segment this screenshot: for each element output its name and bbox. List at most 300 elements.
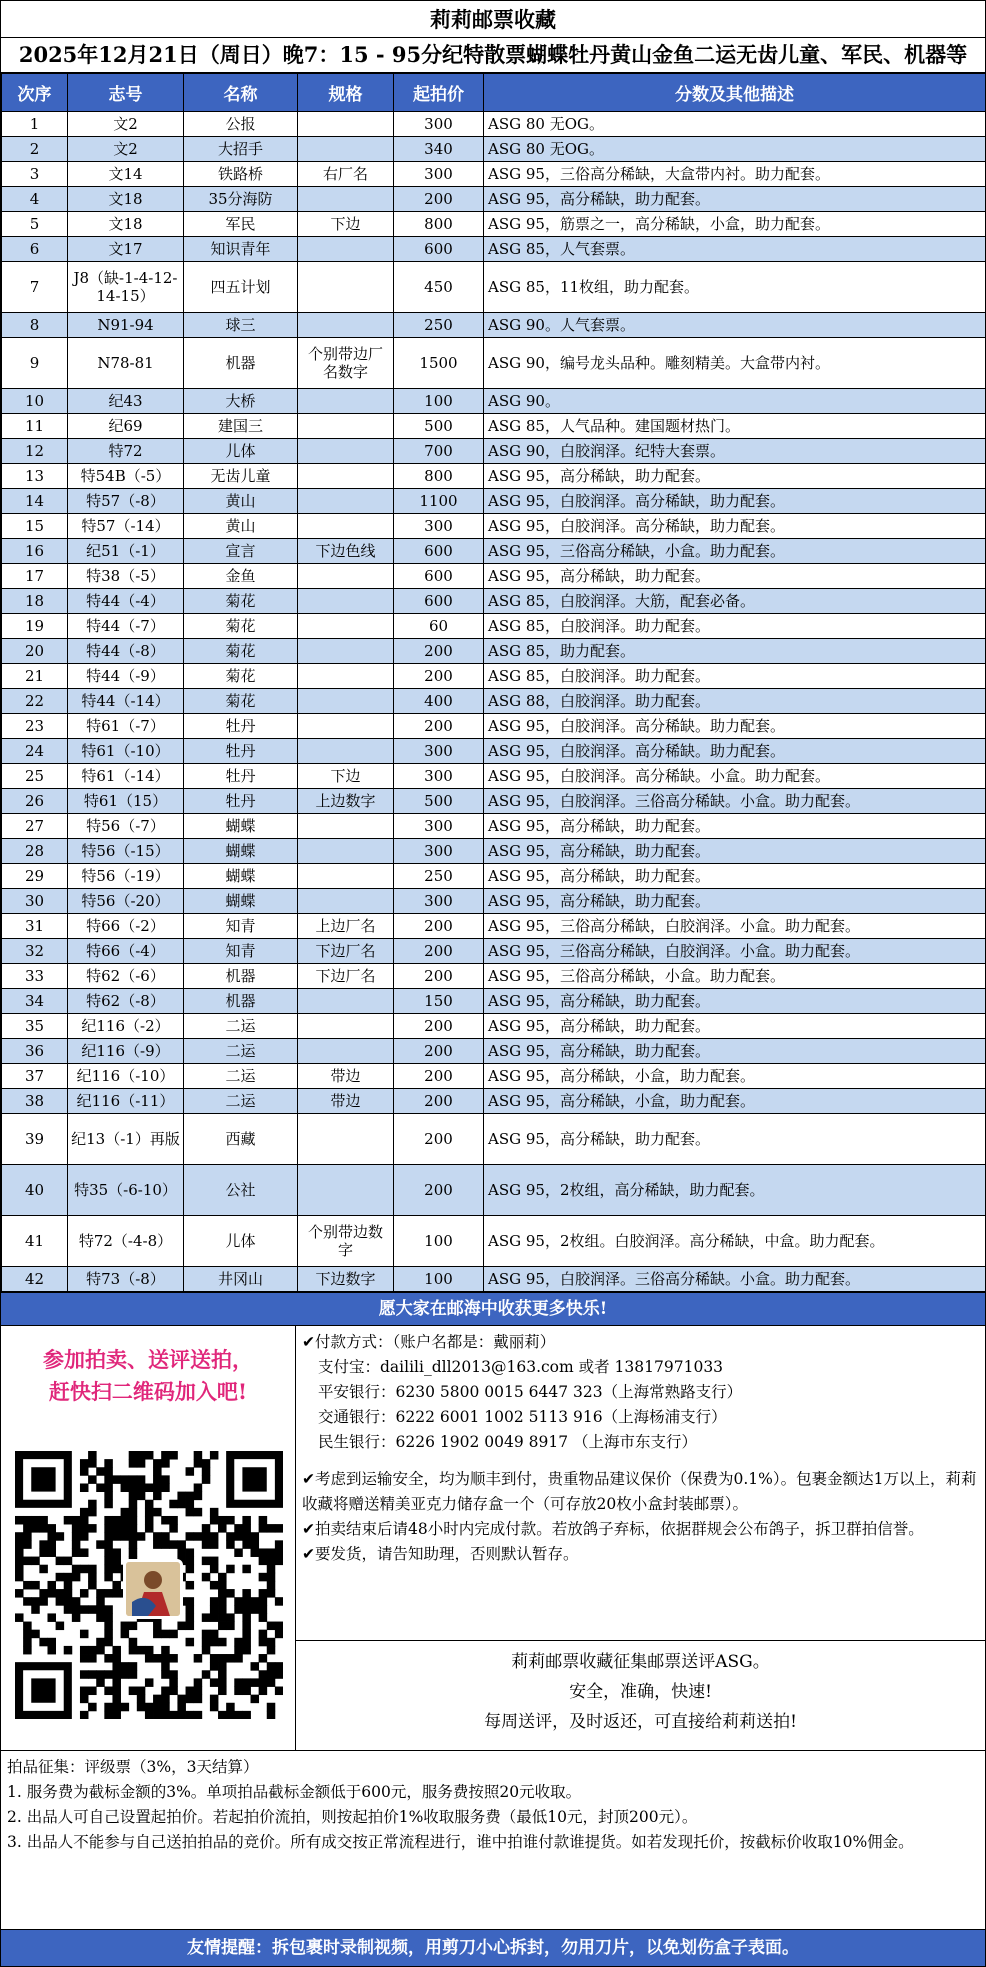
bank-pingan: 平安银行：6230 5800 0015 6447 323（上海常熟路支行）: [318, 1383, 743, 1401]
rule-3: 3. 出品人不能参与自己送拍拍品的竞价。所有成交按正常流程进行，谁中拍谁付款谁提货。如若发现托价，按截标价收取10%佣金。: [7, 1833, 914, 1851]
cell-description: ASG 90，白胶润泽。纪特大套票。: [484, 439, 986, 464]
cell-code: 纪116（-10）: [68, 1064, 184, 1089]
cell-code: 特57（-14）: [68, 514, 184, 539]
cell-order: 19: [2, 614, 68, 639]
cell-name: 西藏: [184, 1114, 298, 1165]
cell-code: 纪116（-9）: [68, 1039, 184, 1064]
cell-description: ASG 95，筋票之一，高分稀缺，小盒，助力配套。: [484, 212, 986, 237]
cell-description: ASG 95，高分稀缺，小盒，助力配套。: [484, 1089, 986, 1114]
auction-table: [1, 73, 986, 1292]
cell-order: 23: [2, 714, 68, 739]
collect-line-3: 每周送评，及时返还，可直接给莉莉送拍!: [484, 1712, 797, 1732]
cell-start-price: 200: [394, 964, 484, 989]
cell-code: 纪116（-2）: [68, 1014, 184, 1039]
cell-order: 15: [2, 514, 68, 539]
cell-spec: [298, 464, 394, 489]
cell-spec: [298, 689, 394, 714]
cell-description: ASG 95，高分稀缺，助力配套。: [484, 989, 986, 1014]
cell-start-price: 200: [394, 714, 484, 739]
cell-spec: [298, 1039, 394, 1064]
cell-order: 13: [2, 464, 68, 489]
payment-info: [296, 1326, 985, 1641]
cell-name: 二运: [184, 1064, 298, 1089]
table-row: [2, 964, 986, 989]
cell-code: 特35（-6-10）: [68, 1165, 184, 1216]
cell-code: 文17: [68, 237, 184, 262]
cell-start-price: 800: [394, 464, 484, 489]
cell-spec: [298, 313, 394, 338]
cell-description: ASG 85，人气品种。建国题材热门。: [484, 414, 986, 439]
table-row: [2, 539, 986, 564]
cell-spec: [298, 564, 394, 589]
table-row: [2, 1089, 986, 1114]
cell-code: 特56（-20）: [68, 889, 184, 914]
cell-description: ASG 95，高分稀缺，助力配套。: [484, 864, 986, 889]
cell-start-price: 300: [394, 112, 484, 137]
cell-spec: 个别带边厂名数字: [298, 338, 394, 389]
table-row: [2, 389, 986, 414]
cell-name: 黄山: [184, 489, 298, 514]
cell-spec: [298, 589, 394, 614]
qr-avatar-icon: [123, 1559, 183, 1619]
cell-name: 机器: [184, 338, 298, 389]
cell-name: 儿体: [184, 439, 298, 464]
col-header-code: 志号: [68, 74, 184, 112]
table-row: [2, 789, 986, 814]
col-header-name: 名称: [184, 74, 298, 112]
cell-code: 特62（-6）: [68, 964, 184, 989]
cell-spec: 上边数字: [298, 789, 394, 814]
cell-description: ASG 85，助力配套。: [484, 639, 986, 664]
cell-spec: 下边数字: [298, 1267, 394, 1292]
cell-code: 特38（-5）: [68, 564, 184, 589]
cell-description: ASG 85，人气套票。: [484, 237, 986, 262]
cell-spec: 带边: [298, 1089, 394, 1114]
table-row: [2, 237, 986, 262]
table-row: [2, 739, 986, 764]
cell-name: 四五计划: [184, 262, 298, 313]
cell-order: 20: [2, 639, 68, 664]
cell-name: 二运: [184, 1039, 298, 1064]
cell-name: 宣言: [184, 539, 298, 564]
cell-order: 38: [2, 1089, 68, 1114]
table-row: [2, 689, 986, 714]
cell-description: ASG 85，白胶润泽。大筋，配套必备。: [484, 589, 986, 614]
cell-name: 菊花: [184, 589, 298, 614]
table-row: [2, 1114, 986, 1165]
cell-name: 无齿儿童: [184, 464, 298, 489]
col-header-start-price: 起拍价: [394, 74, 484, 112]
cell-code: 特61（-10）: [68, 739, 184, 764]
cell-spec: [298, 814, 394, 839]
table-row: [2, 914, 986, 939]
table-row: [2, 489, 986, 514]
cell-order: 24: [2, 739, 68, 764]
cell-start-price: 500: [394, 414, 484, 439]
cell-code: 特72: [68, 439, 184, 464]
table-row: [2, 1064, 986, 1089]
cell-order: 32: [2, 939, 68, 964]
col-header-order: 次序: [2, 74, 68, 112]
cell-name: 建国三: [184, 414, 298, 439]
cell-code: 特44（-4）: [68, 589, 184, 614]
table-row: [2, 112, 986, 137]
cell-start-price: 100: [394, 1267, 484, 1292]
bank-minsheng: 民生银行：6226 1902 0049 8917 （上海市东支行）: [318, 1433, 697, 1451]
table-row: [2, 839, 986, 864]
cell-spec: [298, 739, 394, 764]
cell-start-price: 200: [394, 1014, 484, 1039]
cell-name: 牡丹: [184, 764, 298, 789]
promo-text: [1, 1326, 295, 1408]
cell-code: 特61（-14）: [68, 764, 184, 789]
cell-order: 1: [2, 112, 68, 137]
cell-description: ASG 95，高分稀缺，助力配套。: [484, 814, 986, 839]
table-row: [2, 439, 986, 464]
cell-name: 蝴蝶: [184, 864, 298, 889]
cell-name: 菊花: [184, 614, 298, 639]
payment-deadline-note: ✔拍卖结束后请48小时内完成付款。若放鸽子弃标，依据群规会公布鸽子，拆卫群拍信誉。: [302, 1520, 924, 1538]
cell-name: 机器: [184, 989, 298, 1014]
cell-order: 27: [2, 814, 68, 839]
cell-order: 11: [2, 414, 68, 439]
cell-description: ASG 80 无OG。: [484, 112, 986, 137]
cell-spec: 下边: [298, 764, 394, 789]
cell-start-price: 400: [394, 689, 484, 714]
cell-spec: [298, 389, 394, 414]
cell-order: 21: [2, 664, 68, 689]
cell-spec: 下边色线: [298, 539, 394, 564]
cell-name: 牡丹: [184, 739, 298, 764]
cell-start-price: 200: [394, 664, 484, 689]
table-body: [2, 112, 986, 1292]
cell-spec: 带边: [298, 1064, 394, 1089]
cell-description: ASG 95，白胶润泽。三俗高分稀缺。小盒。助力配套。: [484, 1267, 986, 1292]
cell-code: 特44（-8）: [68, 639, 184, 664]
cell-code: 文18: [68, 187, 184, 212]
cell-start-price: 60: [394, 614, 484, 639]
cell-start-price: 100: [394, 1216, 484, 1267]
cell-code: 纪116（-11）: [68, 1089, 184, 1114]
cell-code: 纪69: [68, 414, 184, 439]
cell-name: 金鱼: [184, 564, 298, 589]
cell-start-price: 700: [394, 439, 484, 464]
cell-start-price: 200: [394, 1114, 484, 1165]
cell-code: J8（缺-1-4-12-14-15）: [68, 262, 184, 313]
cell-name: 公社: [184, 1165, 298, 1216]
cell-spec: [298, 839, 394, 864]
cell-name: 二运: [184, 1089, 298, 1114]
payment-column: [296, 1326, 985, 1750]
cell-description: ASG 95，高分稀缺，助力配套。: [484, 839, 986, 864]
cell-name: 菊花: [184, 639, 298, 664]
cell-start-price: 200: [394, 1089, 484, 1114]
table-row: [2, 639, 986, 664]
cell-name: 机器: [184, 964, 298, 989]
cell-description: ASG 90。: [484, 389, 986, 414]
table-row: [2, 764, 986, 789]
cell-start-price: 150: [394, 989, 484, 1014]
cell-spec: [298, 1014, 394, 1039]
cell-spec: [298, 514, 394, 539]
page-subtitle: 2025年12月21日（周日）晚7：15 - 95分纪特散票蝴蝶牡丹黄山金鱼二运无齿儿童、军民、机器等: [1, 38, 985, 73]
cell-order: 30: [2, 889, 68, 914]
cell-name: 牡丹: [184, 714, 298, 739]
table-row: [2, 162, 986, 187]
qr-code[interactable]: [15, 1451, 283, 1719]
table-row: [2, 137, 986, 162]
table-header-row: [2, 74, 986, 112]
cell-name: 黄山: [184, 514, 298, 539]
cell-description: ASG 88，白胶润泽。助力配套。: [484, 689, 986, 714]
cell-order: 9: [2, 338, 68, 389]
cell-name: 菊花: [184, 689, 298, 714]
cell-code: N78-81: [68, 338, 184, 389]
cell-spec: [298, 864, 394, 889]
cell-code: 特72（-4-8）: [68, 1216, 184, 1267]
bank-jiaotong: 交通银行：6222 6001 1002 5113 916（上海杨浦支行）: [318, 1408, 727, 1426]
table-row: [2, 864, 986, 889]
cell-spec: [298, 237, 394, 262]
cell-spec: [298, 664, 394, 689]
cell-description: ASG 95，白胶润泽。高分稀缺，助力配套。: [484, 489, 986, 514]
cell-description: ASG 95，三俗高分稀缺，小盒。助力配套。: [484, 964, 986, 989]
cell-start-price: 200: [394, 939, 484, 964]
cell-name: 球三: [184, 313, 298, 338]
footer-reminder: 友情提醒：拆包裹时录制视频，用剪刀小心拆封，勿用刀片，以免划伤盒子表面。: [1, 1929, 985, 1966]
cell-start-price: 300: [394, 839, 484, 864]
cell-order: 18: [2, 589, 68, 614]
table-row: [2, 338, 986, 389]
cell-name: 井冈山: [184, 1267, 298, 1292]
collect-line-1: 莉莉邮票收藏征集邮票送评ASG。: [511, 1652, 770, 1672]
table-row: [2, 1039, 986, 1064]
cell-code: 文18: [68, 212, 184, 237]
table-row: [2, 564, 986, 589]
cell-spec: [298, 989, 394, 1014]
cell-start-price: 100: [394, 389, 484, 414]
cell-order: 5: [2, 212, 68, 237]
cell-spec: [298, 1114, 394, 1165]
cell-start-price: 200: [394, 1165, 484, 1216]
cell-description: ASG 85，白胶润泽。助力配套。: [484, 614, 986, 639]
cell-spec: [298, 889, 394, 914]
cell-spec: 个别带边数字: [298, 1216, 394, 1267]
table-row: [2, 614, 986, 639]
cell-code: 特62（-8）: [68, 989, 184, 1014]
cell-code: 特66（-2）: [68, 914, 184, 939]
cell-description: ASG 95，白胶润泽。高分稀缺。助力配套。: [484, 739, 986, 764]
cell-spec: [298, 112, 394, 137]
table-row: [2, 664, 986, 689]
cell-order: 42: [2, 1267, 68, 1292]
table-row: [2, 1165, 986, 1216]
collection-notice: [296, 1641, 985, 1750]
cell-order: 28: [2, 839, 68, 864]
cell-order: 33: [2, 964, 68, 989]
table-row: [2, 187, 986, 212]
cell-spec: [298, 614, 394, 639]
cell-name: 蝴蝶: [184, 889, 298, 914]
cell-code: N91-94: [68, 313, 184, 338]
cell-description: ASG 95，三俗高分稀缺，白胶润泽。小盒。助力配套。: [484, 939, 986, 964]
table-row: [2, 889, 986, 914]
cell-spec: 下边: [298, 212, 394, 237]
qr-panel: [1, 1326, 296, 1750]
cell-description: ASG 95，高分稀缺，助力配套。: [484, 187, 986, 212]
cell-start-price: 300: [394, 889, 484, 914]
cell-spec: [298, 639, 394, 664]
page-title: 莉莉邮票收藏: [1, 1, 985, 38]
cell-description: ASG 95，高分稀缺，助力配套。: [484, 1114, 986, 1165]
cell-code: 特44（-7）: [68, 614, 184, 639]
cell-code: 特66（-4）: [68, 939, 184, 964]
cell-start-price: 300: [394, 764, 484, 789]
cell-spec: [298, 714, 394, 739]
cell-name: 蝴蝶: [184, 814, 298, 839]
table-row: [2, 414, 986, 439]
cell-order: 4: [2, 187, 68, 212]
cell-description: ASG 95，2枚组，高分稀缺，助力配套。: [484, 1165, 986, 1216]
table-row: [2, 1267, 986, 1292]
cell-description: ASG 95，高分稀缺，助力配套。: [484, 464, 986, 489]
rule-2: 2. 出品人可自己设置起拍价。若起拍价流拍，则按起拍价1%收取服务费（最低10元，封顶200元）。: [7, 1808, 698, 1826]
cell-spec: 右厂名: [298, 162, 394, 187]
cell-name: 儿体: [184, 1216, 298, 1267]
col-header-spec: 规格: [298, 74, 394, 112]
cell-order: 26: [2, 789, 68, 814]
cell-name: 菊花: [184, 664, 298, 689]
cell-name: 公报: [184, 112, 298, 137]
cell-order: 12: [2, 439, 68, 464]
cell-name: 知识青年: [184, 237, 298, 262]
table-row: [2, 212, 986, 237]
cell-description: ASG 90，编号龙头品种。雕刻精美。大盒带内衬。: [484, 338, 986, 389]
info-section: [1, 1326, 985, 1751]
cell-description: ASG 95，三俗高分稀缺，大盒带内衬。助力配套。: [484, 162, 986, 187]
cell-order: 29: [2, 864, 68, 889]
cell-order: 41: [2, 1216, 68, 1267]
cell-start-price: 200: [394, 187, 484, 212]
cell-order: 39: [2, 1114, 68, 1165]
cell-description: ASG 95，白胶润泽。高分稀缺。小盒。助力配套。: [484, 764, 986, 789]
cell-spec: [298, 187, 394, 212]
promo-line-1: 参加拍卖、送评送拍，: [43, 1347, 253, 1372]
cell-order: 16: [2, 539, 68, 564]
table-row: [2, 313, 986, 338]
cell-name: 军民: [184, 212, 298, 237]
cell-description: ASG 85，11枚组，助力配套。: [484, 262, 986, 313]
cell-code: 纪51（-1）: [68, 539, 184, 564]
consignment-rules: [1, 1751, 985, 1875]
cell-order: 36: [2, 1039, 68, 1064]
cell-description: ASG 85，白胶润泽。助力配套。: [484, 664, 986, 689]
cell-order: 25: [2, 764, 68, 789]
cell-code: 文2: [68, 112, 184, 137]
cell-spec: [298, 137, 394, 162]
col-header-description: 分数及其他描述: [484, 74, 986, 112]
cell-name: 二运: [184, 1014, 298, 1039]
cell-code: 特61（-7）: [68, 714, 184, 739]
cell-code: 特56（-15）: [68, 839, 184, 864]
payment-heading: ✔付款方式：（账户名都是：戴丽莉）: [302, 1333, 556, 1351]
cell-spec: [298, 489, 394, 514]
cell-spec: 下边厂名: [298, 964, 394, 989]
table-row: [2, 814, 986, 839]
cell-code: 特56（-7）: [68, 814, 184, 839]
cell-description: ASG 95，高分稀缺，助力配套。: [484, 564, 986, 589]
cell-spec: [298, 262, 394, 313]
table-row: [2, 714, 986, 739]
cell-description: ASG 95，白胶润泽。高分稀缺。助力配套。: [484, 714, 986, 739]
cell-description: ASG 95，三俗高分稀缺，白胶润泽。小盒。助力配套。: [484, 914, 986, 939]
rules-title: 拍品征集：评级票（3%，3天结算）: [7, 1758, 259, 1776]
cell-order: 6: [2, 237, 68, 262]
table-row: [2, 262, 986, 313]
cell-start-price: 500: [394, 789, 484, 814]
shipping-request-note: ✔要发货，请告知助理，否则默认暂存。: [302, 1545, 579, 1563]
cell-name: 蝴蝶: [184, 839, 298, 864]
cell-name: 铁路桥: [184, 162, 298, 187]
cell-description: ASG 95，白胶润泽。高分稀缺，助力配套。: [484, 514, 986, 539]
alipay-account: 支付宝：dailili_dll2013@163.com 或者 13817971033: [318, 1358, 724, 1376]
table-row: [2, 989, 986, 1014]
cell-order: 8: [2, 313, 68, 338]
cell-start-price: 300: [394, 814, 484, 839]
cell-spec: [298, 414, 394, 439]
cell-start-price: 450: [394, 262, 484, 313]
cell-description: ASG 80 无OG。: [484, 137, 986, 162]
cell-start-price: 300: [394, 514, 484, 539]
cell-start-price: 300: [394, 739, 484, 764]
cell-order: 7: [2, 262, 68, 313]
cell-name: 大招手: [184, 137, 298, 162]
cell-spec: [298, 1165, 394, 1216]
cell-code: 特44（-9）: [68, 664, 184, 689]
cell-order: 10: [2, 389, 68, 414]
table-row: [2, 1014, 986, 1039]
cell-code: 特44（-14）: [68, 689, 184, 714]
cell-order: 3: [2, 162, 68, 187]
cell-description: ASG 95，2枚组。白胶润泽。高分稀缺，中盒。助力配套。: [484, 1216, 986, 1267]
cell-start-price: 250: [394, 313, 484, 338]
cell-start-price: 600: [394, 564, 484, 589]
cell-order: 14: [2, 489, 68, 514]
cell-start-price: 200: [394, 1039, 484, 1064]
cell-start-price: 800: [394, 212, 484, 237]
collect-line-2: 安全，准确，快速!: [569, 1682, 712, 1702]
cell-code: 文14: [68, 162, 184, 187]
cell-order: 35: [2, 1014, 68, 1039]
cell-code: 纪13（-1）再版: [68, 1114, 184, 1165]
cell-name: 知青: [184, 914, 298, 939]
cell-start-price: 200: [394, 914, 484, 939]
cell-description: ASG 95，高分稀缺，助力配套。: [484, 889, 986, 914]
cell-order: 2: [2, 137, 68, 162]
cell-description: ASG 95，高分稀缺，助力配套。: [484, 1039, 986, 1064]
cell-description: ASG 90。人气套票。: [484, 313, 986, 338]
rule-1: 1. 服务费为截标金额的3%。单项拍品截标金额低于600元，服务费按照20元收取。: [7, 1783, 582, 1801]
table-row: [2, 1216, 986, 1267]
cell-spec: 上边厂名: [298, 914, 394, 939]
table-row: [2, 464, 986, 489]
cell-code: 文2: [68, 137, 184, 162]
cell-start-price: 1100: [394, 489, 484, 514]
cell-name: 大桥: [184, 389, 298, 414]
cell-description: ASG 95，高分稀缺，助力配套。: [484, 1014, 986, 1039]
cell-description: ASG 95，三俗高分稀缺，小盒。助力配套。: [484, 539, 986, 564]
shipping-note: ✔考虑到运输安全，均为顺丰到付，贵重物品建议保价（保费为0.1%）。包裹金额达1万以上，莉莉收藏将赠送精美亚克力储存盒一个（可存放20枚小盒封装邮票）。: [302, 1470, 977, 1513]
